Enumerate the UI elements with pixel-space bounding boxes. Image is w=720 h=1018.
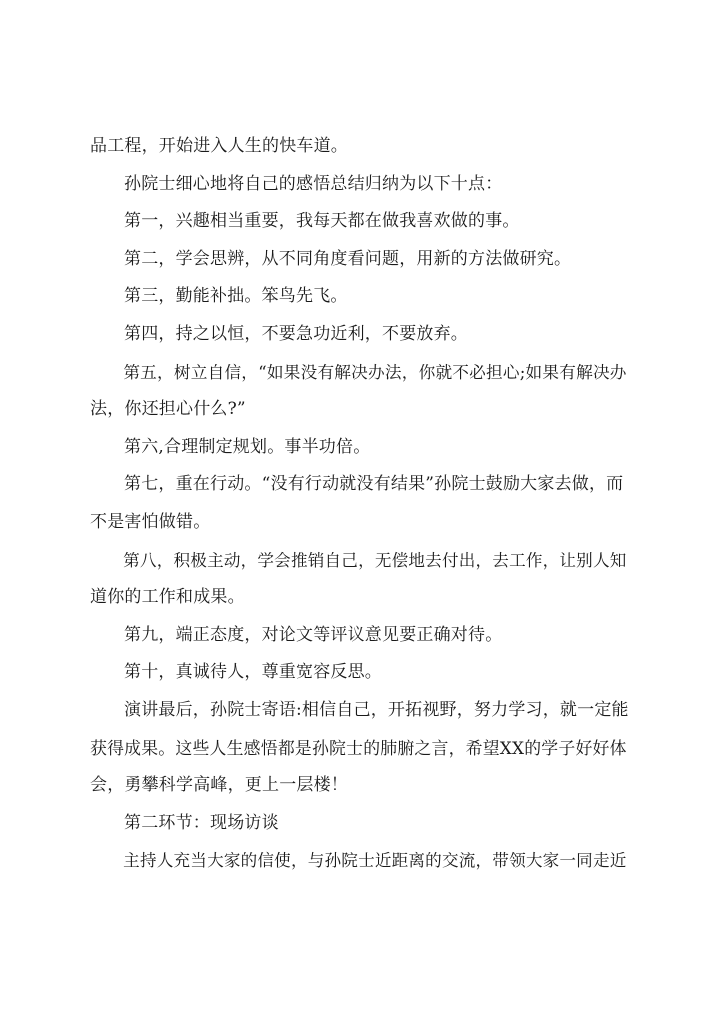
text-line-10: 第七，重在行动。“没有行动就没有结果”孙院士鼓励大家去做，而 xyxy=(124,474,624,495)
text-line-17: 获得成果。这些人生感悟都是孙院士的肺腑之言，希望XX的学子好好体 xyxy=(90,737,627,758)
text-line-8: 法，你还担心什么?” xyxy=(90,399,246,420)
text-line-18: 会，勇攀科学高峰，更上一层楼！ xyxy=(90,775,348,796)
text-line-2: 孙院士细心地将自己的感悟总结归纳为以下十点： xyxy=(124,173,503,194)
text-line-20: 主持人充当大家的信使，与孙院士近距离的交流，带领大家一同走近 xyxy=(123,851,627,871)
text-line-15: 第十，真诚待人，尊重宽容反思。 xyxy=(124,662,382,683)
text-line-3: 第一，兴趣相当重要，我每天都在做我喜欢做的事。 xyxy=(124,211,520,232)
text-line-13: 道你的工作和成果。 xyxy=(90,587,245,608)
text-line-4: 第二，学会思辨，从不同角度看问题，用新的方法做研究。 xyxy=(124,248,572,269)
text-line-16: 演讲最后，孙院士寄语:相信自己，开拓视野，努力学习，就一定能 xyxy=(124,699,629,720)
section-heading: 第二环节：现场访谈 xyxy=(124,812,279,833)
text-line-9: 第六,合理制定规划。事半功倍。 xyxy=(124,436,371,457)
text-line-6: 第四，持之以恒，不要急功近利，不要放弃。 xyxy=(124,323,468,344)
text-line-7: 第五，树立自信，“如果没有解决办法，你就不必担心;如果有解决办 xyxy=(123,362,627,382)
text-line-5: 第三，勤能补拙。笨鸟先飞。 xyxy=(124,286,348,307)
text-line-1: 品工程，开始进入人生的快车道。 xyxy=(90,136,348,156)
text-line-12: 第八，积极主动，学会推销自己，无偿地去付出，去工作，让别人知 xyxy=(123,550,627,570)
document-body xyxy=(90,128,630,880)
text-line-11: 不是害怕做错。 xyxy=(90,511,211,532)
text-line-14: 第九，端正态度，对论文等评议意见要正确对待。 xyxy=(124,624,503,645)
